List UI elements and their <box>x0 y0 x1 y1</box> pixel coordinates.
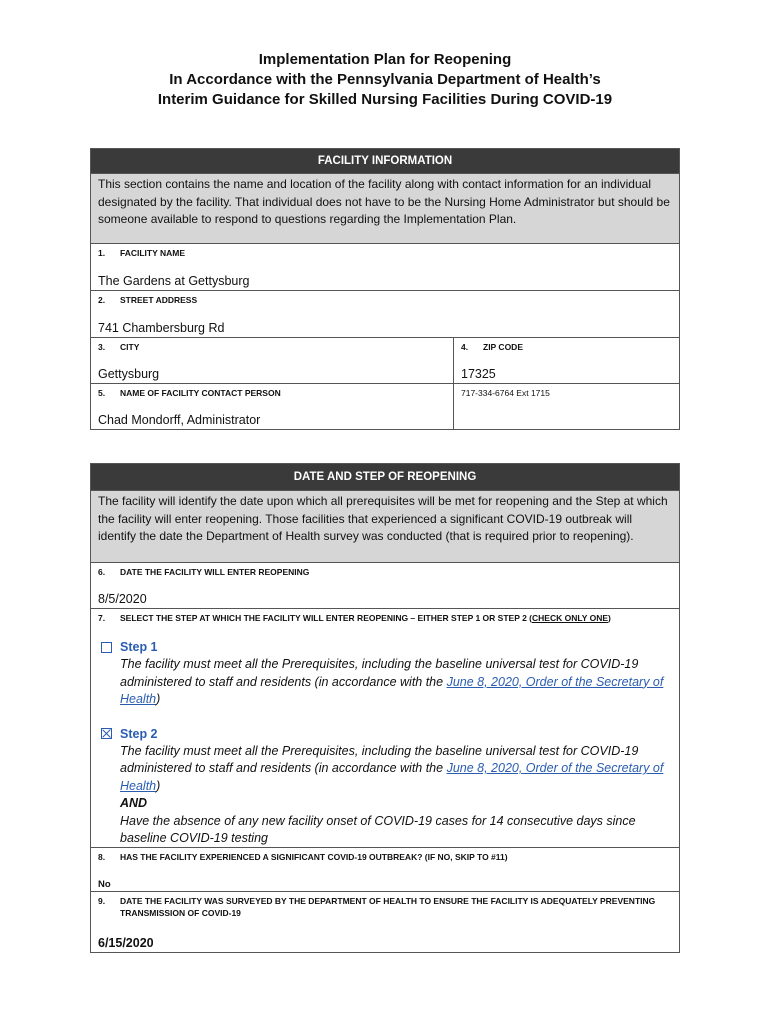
field-number: 9. <box>98 896 106 906</box>
survey-date-label: DATE THE FACILITY WAS SURVEYED BY THE DEPARTMENT OF HEALTH TO ENSURE THE FACILITY IS ADEQUATELY PREVENTING TRANSMISSION OF COVID-19 <box>120 896 656 918</box>
city-cell <box>91 338 453 383</box>
street-address-value[interactable]: 741 Chambersburg Rd <box>98 321 225 335</box>
field-number: 2. <box>98 295 106 305</box>
zip-value[interactable]: 17325 <box>461 367 496 381</box>
field-number: 3. <box>98 342 106 352</box>
city-value[interactable]: Gettysburg <box>98 367 160 381</box>
step-1-description: The facility must meet all the Prerequisites, including the baseline universal test for COVID-19 administered to staff and residents (in accordance with the June 8, 2020, Order of the Secretary of Health) <box>120 657 664 706</box>
outbreak-row <box>91 847 679 891</box>
reopening-section-description: The facility will identify the date upon which all prerequisites will be met for reopening and the Step at which the facility will enter reopening. Those facilities that experienced a significant COVID-19 outbreak will identify the date the Department of Health survey was conducted (that is required prior to reopening). <box>91 490 679 562</box>
document-title <box>0 50 770 110</box>
field-number: 6. <box>98 567 106 577</box>
street-address-label: STREET ADDRESS <box>120 295 198 305</box>
field-number: 5. <box>98 388 106 398</box>
facility-name-label: FACILITY NAME <box>120 248 186 258</box>
facility-name-value[interactable]: The Gardens at Gettysburg <box>98 274 250 288</box>
title-line-3: Interim Guidance for Skilled Nursing Facilities During COVID-19 <box>157 91 613 108</box>
facility-section-header: FACILITY INFORMATION <box>91 149 679 173</box>
contact-value[interactable]: Chad Mondorff, Administrator <box>98 413 261 427</box>
field-number: 1. <box>98 248 106 258</box>
facility-information-section <box>90 148 680 430</box>
title-line-1: Implementation Plan for Reopening <box>258 51 512 68</box>
step-1-order-link[interactable]: June 8, 2020, Order of the Secretary of Health <box>120 674 664 706</box>
step-2-order-link[interactable]: June 8, 2020, Order of the Secretary of Health <box>120 761 664 793</box>
step-2-checkbox[interactable] <box>101 728 112 739</box>
zip-cell <box>453 338 679 383</box>
zip-label: ZIP CODE <box>483 342 523 352</box>
contact-phone-value[interactable]: 717-334-6764 Ext 1715 <box>461 388 550 398</box>
facility-section-description: This section contains the name and location of the facility along with contact information for an individual designated by the facility. That individual does not have to be the Nursing Home Administrator but should be someone available to respond to questions regarding the Implementation Plan. <box>91 173 679 243</box>
step-2-option <box>91 725 679 848</box>
and-connector: AND <box>120 796 148 810</box>
step-2-additional-condition: Have the absence of any new facility onset of COVID-19 cases for 14 consecutive days since baseline COVID-19 testing <box>120 813 636 845</box>
field-number: 8. <box>98 852 106 862</box>
step-1-label: Step 1 <box>120 640 158 654</box>
outbreak-value[interactable]: No <box>98 879 111 890</box>
step-1-option <box>91 638 679 709</box>
step-2-label: Step 2 <box>120 726 158 741</box>
facility-name-row <box>91 243 679 290</box>
survey-date-value[interactable]: 6/15/2020 <box>98 936 154 950</box>
step-selection-row <box>91 608 679 847</box>
step-2-description: The facility must meet all the Prerequisites, including the baseline universal test for COVID-19 administered to staff and residents (in accordance with the June 8, 2020, Order of the Secretary of Health) AND Have the absence of any new facility onset of COVID-19 cases for 14 consecutive days since baseline COVID-19 testing <box>120 743 664 845</box>
step-selection-label: SELECT THE STEP AT WHICH THE FACILITY WILL ENTER REOPENING – EITHER STEP 1 OR STEP 2 (CHECK ONLY ONE) <box>120 613 611 623</box>
field-number: 4. <box>461 342 469 352</box>
contact-row <box>91 383 679 429</box>
step-1-checkbox[interactable] <box>101 642 112 653</box>
street-address-row <box>91 290 679 337</box>
reopening-date-label: DATE THE FACILITY WILL ENTER REOPENING <box>120 567 310 577</box>
reopening-date-row <box>91 562 679 608</box>
reopening-section-header: DATE AND STEP OF REOPENING <box>91 464 679 490</box>
contact-cell <box>91 384 453 429</box>
phone-cell <box>453 384 679 429</box>
survey-date-row <box>91 891 679 952</box>
reopening-date-value[interactable]: 8/5/2020 <box>98 592 147 606</box>
city-label: CITY <box>120 342 140 352</box>
title-line-2: In Accordance with the Pennsylvania Department of Health’s <box>169 71 601 88</box>
outbreak-label: HAS THE FACILITY EXPERIENCED A SIGNIFICANT COVID-19 OUTBREAK? (IF NO, SKIP TO #11) <box>120 852 508 862</box>
city-zip-row <box>91 337 679 383</box>
contact-label: NAME OF FACILITY CONTACT PERSON <box>120 388 281 398</box>
reopening-section <box>90 463 680 953</box>
field-number: 7. <box>98 613 106 623</box>
